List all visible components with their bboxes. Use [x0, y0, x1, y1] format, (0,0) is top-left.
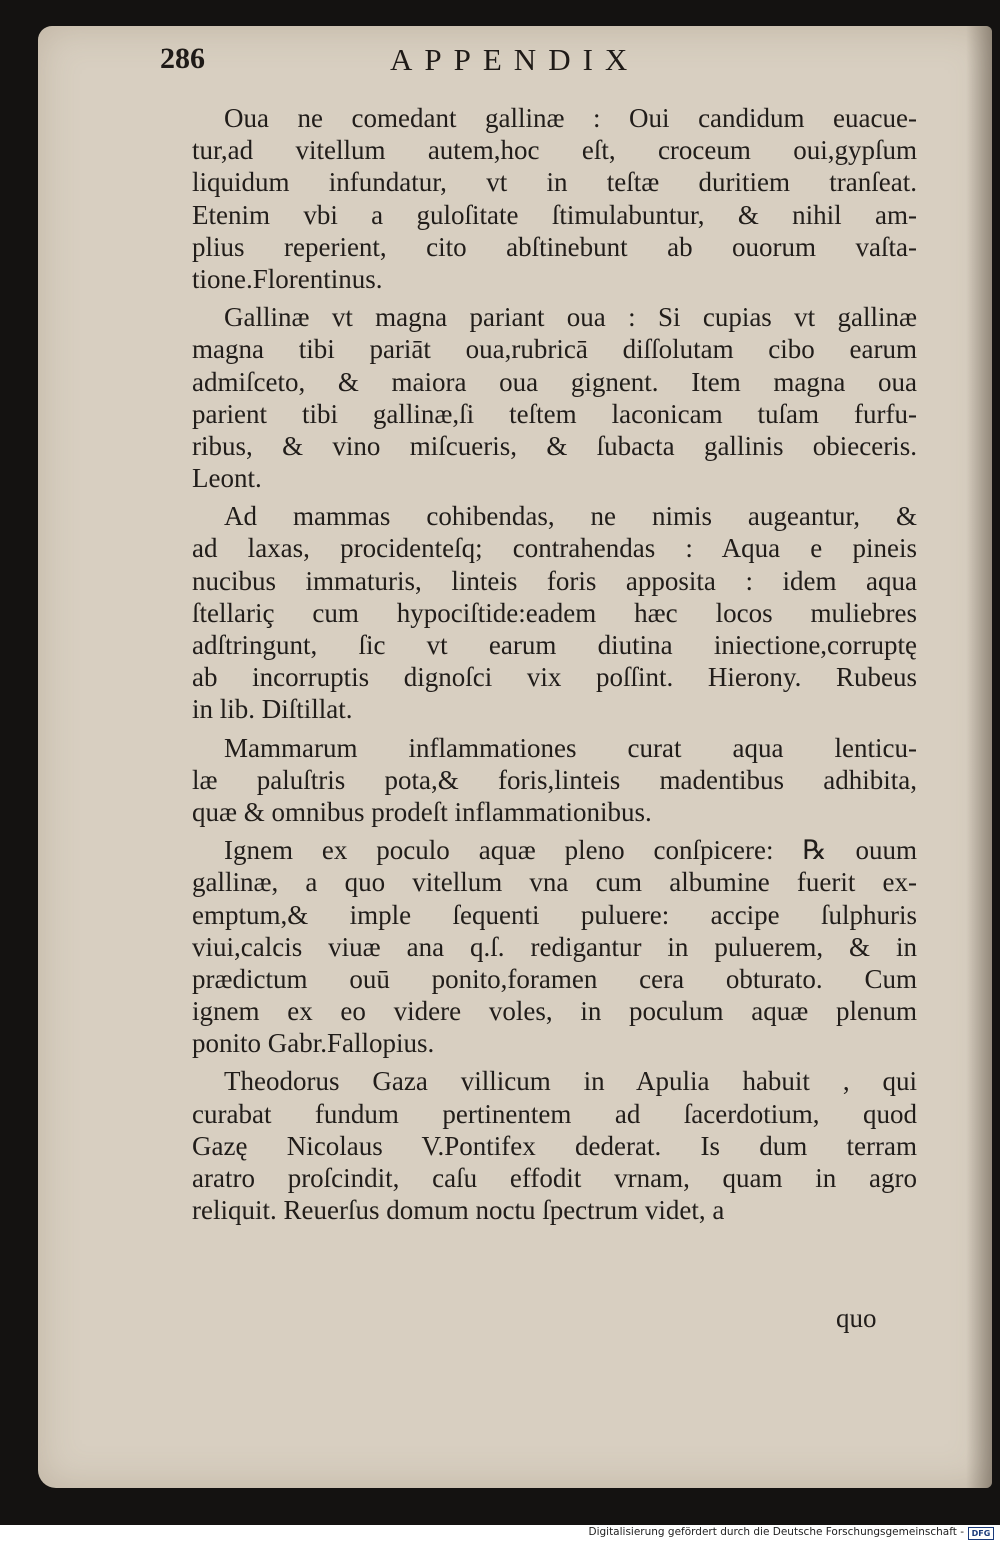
- text-line: in lib. Diſtillat.: [192, 694, 353, 725]
- text-line: ſtellariç cum hypociſtide:eadem hæc locos muliebres: [192, 597, 917, 628]
- text-line: magna tibi pariāt oua,rubricā diſſolutam cibo earum: [192, 334, 917, 365]
- text-line: nucibus immaturis, linteis foris apposita : idem aqua: [192, 565, 917, 596]
- text-line: ignem ex eo videre voles, in poculum aquæ plenum: [192, 996, 917, 1027]
- text-line: reliquit. Reuerſus domum noctu ſpectrum videt, a: [192, 1195, 725, 1226]
- text-line: plius reperient, cito abſtinebunt ab ouorum vaſta-: [192, 231, 917, 262]
- text-line: prædictum ouū ponito,foramen cera obturato. Cum: [192, 963, 917, 994]
- text-line: gallinæ, a quo vitellum vna cum albumine fuerit ex-: [192, 867, 917, 898]
- page-header: [160, 42, 900, 92]
- catchword: quo: [836, 1303, 877, 1333]
- dfg-logo: DFG: [968, 1527, 994, 1540]
- text-block: [192, 102, 917, 1226]
- text-line: ponito Gabr.Fallopius.: [192, 1028, 435, 1059]
- text-line: aratro proſcindit, caſu effodit vrnam, quam in agro: [192, 1163, 917, 1193]
- text-line: Leont.: [192, 463, 262, 494]
- text-line: ab incorruptis dignoſci vix poſſint. Hierony. Rubeus: [192, 662, 917, 693]
- text-line: admiſceto, & maiora oua gignent. Item magna oua: [192, 366, 917, 397]
- text-line: Ignem ex poculo aquæ pleno conſpicere: ℞ ouum: [224, 835, 917, 866]
- text-line: Mammarum inflammationes curat aqua lenticu-: [224, 732, 917, 763]
- text-line: parient tibi gallinæ,ſi teſtem laconicam tuſam furfu-: [192, 398, 917, 429]
- text-line: tione.Florentinus.: [192, 263, 383, 294]
- text-line: Oua ne comedant gallinæ : Oui candidum euacue-: [224, 103, 917, 133]
- text-line: quæ & omnibus prodeſt inflammationibus.: [192, 796, 652, 827]
- text-line: Ad mammas cohibendas, ne nimis augeantur, &: [224, 501, 917, 532]
- footer-credit: Digitalisierung gefördert durch die Deutsche Forschungsgemeinschaft -: [588, 1526, 964, 1538]
- text-line: ad laxas, procidenteſq; contrahendas : Aqua e pineis: [192, 533, 917, 564]
- running-head: APPENDIX: [390, 42, 640, 77]
- text-line: tur,ad vitellum autem,hoc eſt, croceum oui,gypſum: [192, 135, 917, 166]
- text-line: Gazę Nicolaus V.Pontifex dederat. Is dum terram: [192, 1130, 917, 1161]
- text-line: læ paluſtris pota,& foris,linteis madentibus adhibita,: [192, 764, 917, 795]
- scan-footer: [0, 1525, 1000, 1543]
- page-number: 286: [160, 42, 205, 75]
- text-line: liquidum infundatur, vt in teſtæ duritiem tranſeat.: [192, 167, 917, 198]
- text-line: Etenim vbi a guloſitate ſtimulabuntur, & nihil am-: [192, 199, 917, 230]
- text-line: Theodorus Gaza villicum in Apulia habuit , qui: [224, 1066, 917, 1097]
- text-line: emptum,& imple ſequenti puluere: accipe ſulphuris: [192, 899, 917, 930]
- text-line: adſtringunt, ſic vt earum diutina iniectione,corruptę: [192, 630, 917, 660]
- text-line: viui,calcis viuæ ana q.ſ. redigantur in puluerem, & in: [192, 931, 917, 962]
- text-line: ribus, & vino miſcueris, & ſubacta gallinis obieceris.: [192, 430, 917, 461]
- text-line: curabat fundum pertinentem ad ſacerdotium, quod: [192, 1098, 917, 1129]
- text-line: Gallinæ vt magna pariant oua : Si cupias vt gallinæ: [224, 302, 917, 333]
